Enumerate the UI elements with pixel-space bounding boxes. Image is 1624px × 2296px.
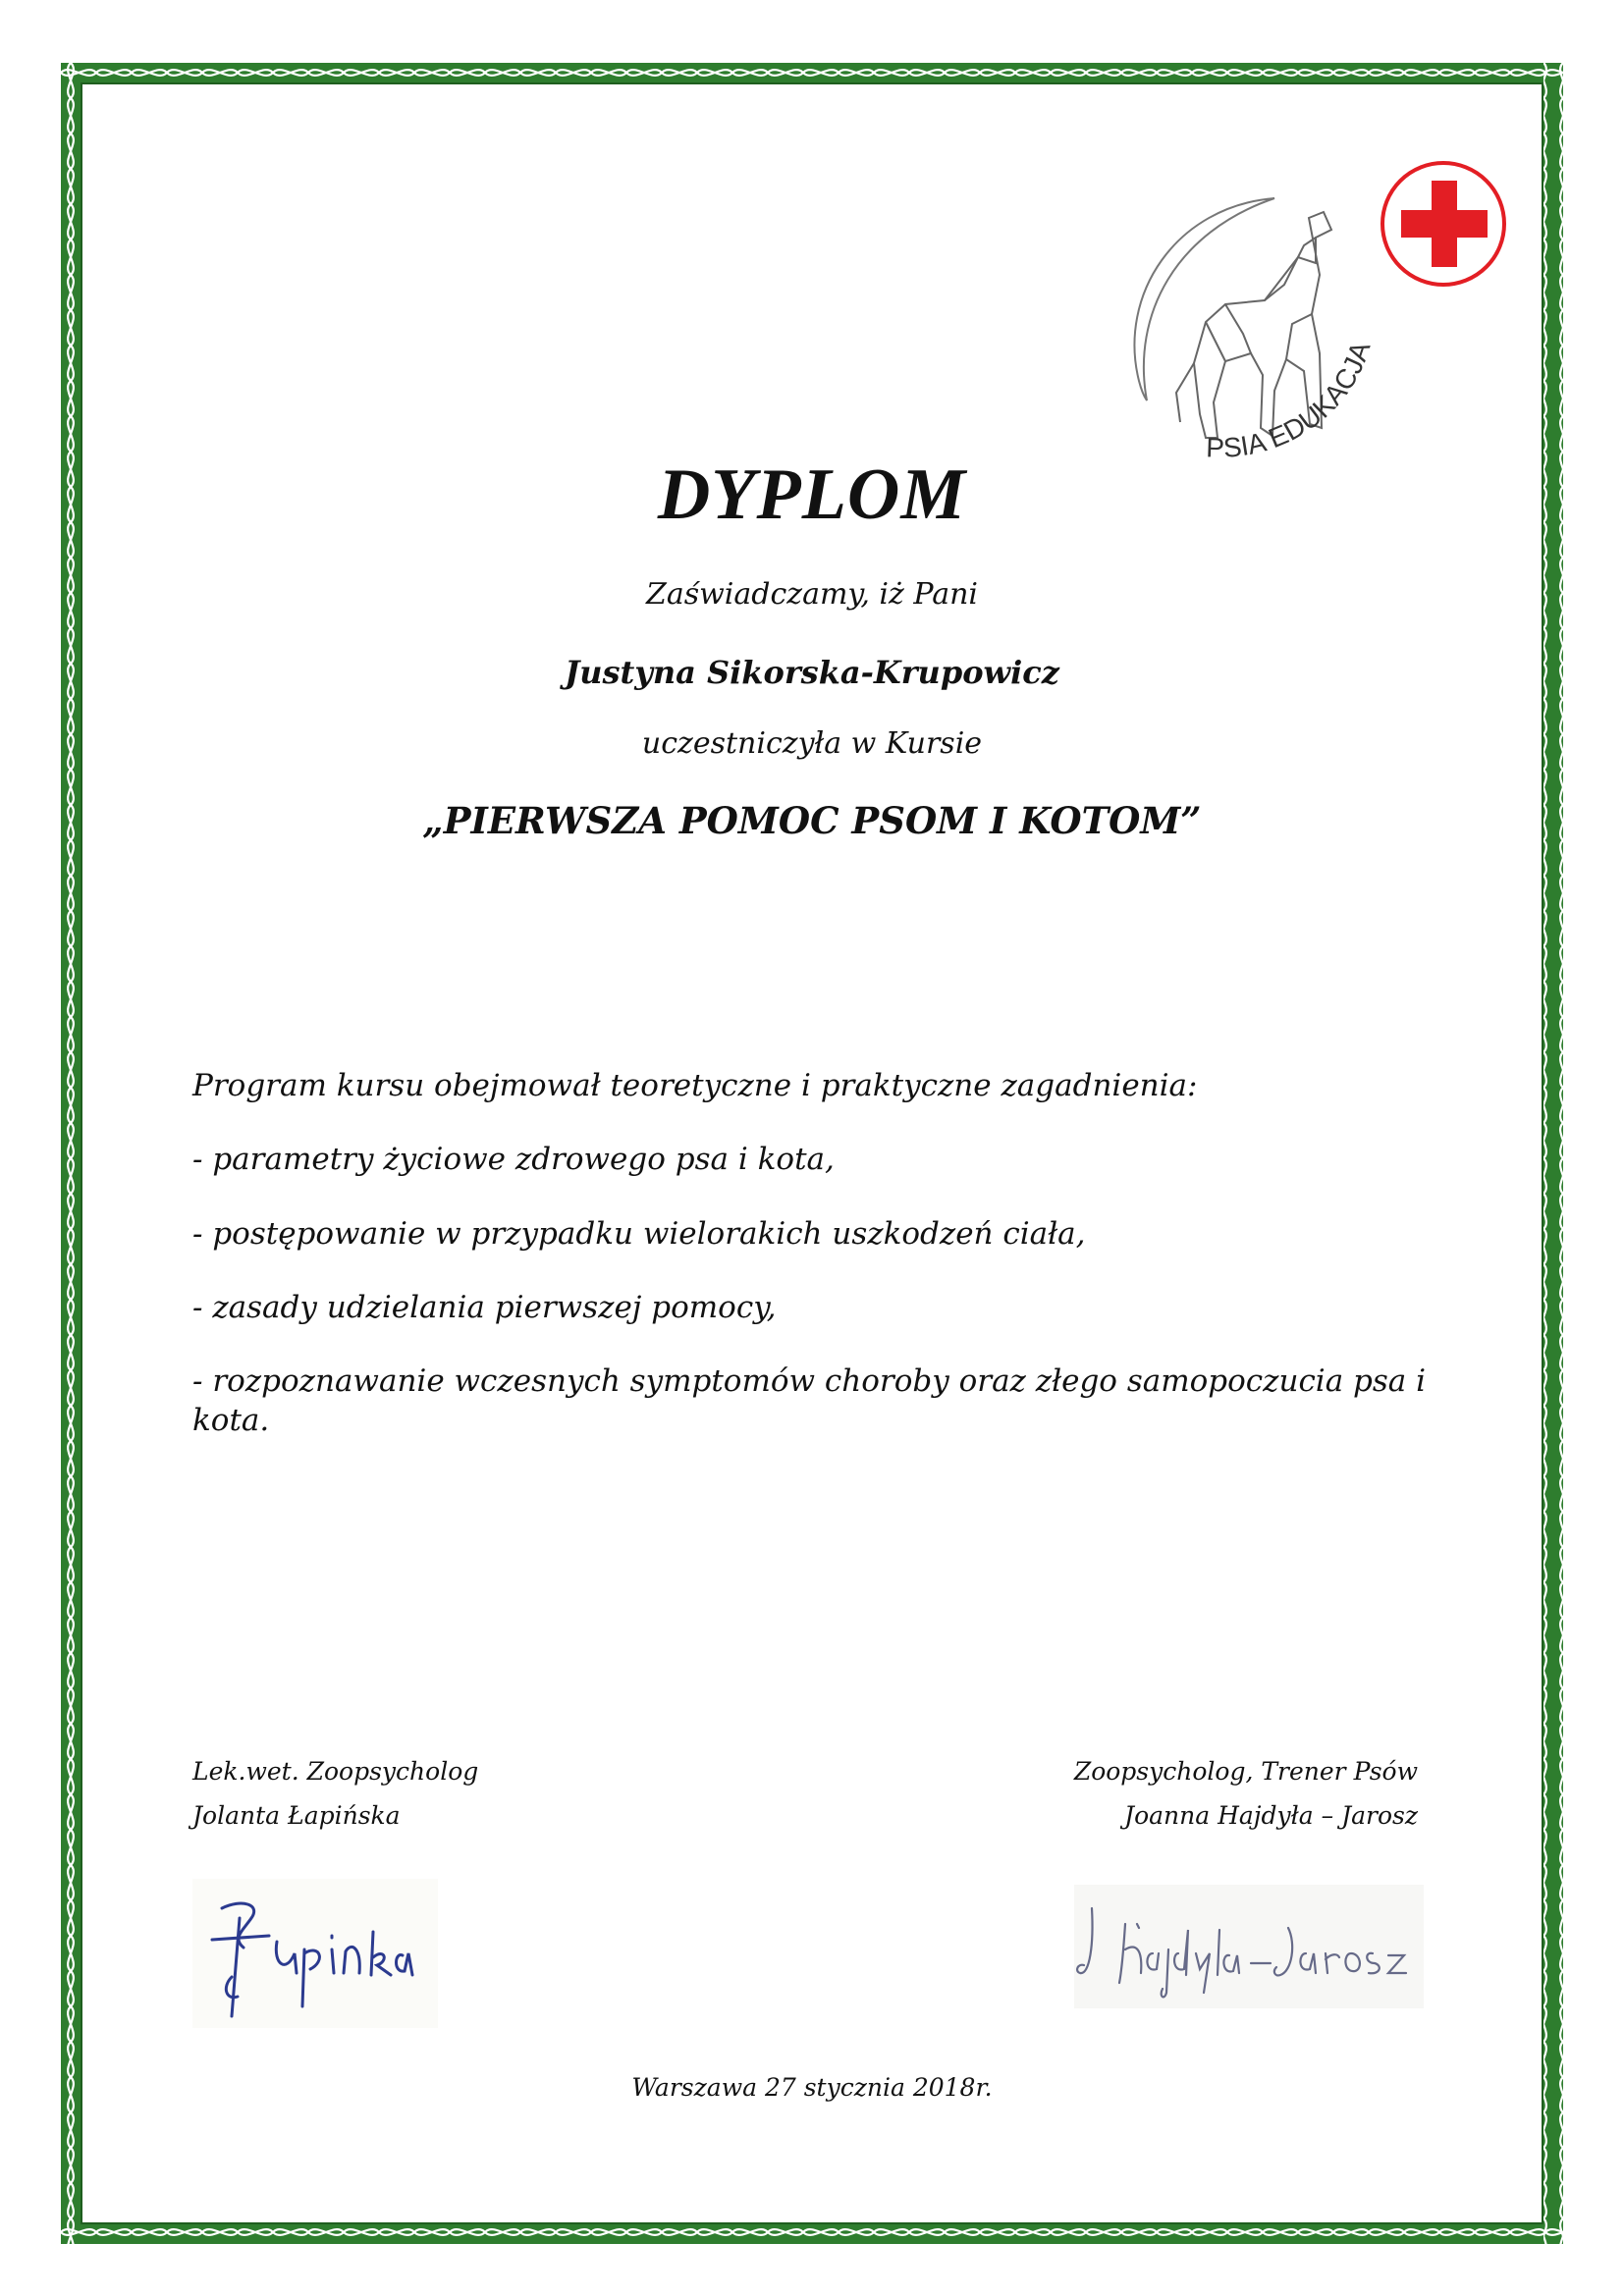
signatory-left-name: Jolanta Łapińska xyxy=(192,1801,401,1830)
signature-left xyxy=(192,1879,438,2028)
program-section xyxy=(192,1066,1459,1475)
signatory-left xyxy=(192,1749,478,1838)
program-item: - rozpoznawanie wczesnych symptomów choroby oraz złego samopoczucia psa i kota. xyxy=(192,1363,1427,1439)
signatory-right xyxy=(1074,1749,1418,1838)
signatory-right-role: Zoopsycholog, Trener Psów xyxy=(1073,1757,1418,1786)
signatory-left-role: Lek.wet. Zoopsycholog xyxy=(192,1757,479,1786)
program-item: - parametry życiowe zdrowego psa i kota, xyxy=(192,1142,835,1178)
recipient-name: Justyna Sikorska-Krupowicz xyxy=(565,654,1059,691)
course-name: „PIERWSZA POMOC PSOM I KOTOM” xyxy=(422,799,1202,842)
crescent-moon-icon xyxy=(1134,198,1274,400)
participation-text: uczestniczyła w Kursie xyxy=(641,726,983,761)
psia-edukacja-logo xyxy=(1058,147,1510,501)
signatory-right-name: Joanna Hajdyła – Jarosz xyxy=(1124,1801,1418,1830)
certification-intro: Zaświadczamy, iż Pani xyxy=(645,577,979,612)
signature-right xyxy=(1074,1885,1424,2008)
program-heading: Program kursu obejmował teoretyczne i praktyczne zagadnienia: xyxy=(192,1068,1198,1103)
program-item: - postępowanie w przypadku wielorakich uszkodzeń ciała, xyxy=(192,1215,1086,1252)
red-cross-icon xyxy=(1382,163,1504,285)
logo-text: PSIA EDUKACJA xyxy=(1205,338,1377,463)
diploma-title: DYPLOM xyxy=(657,454,967,535)
program-item: - zasady udzielania pierwszej pomocy, xyxy=(192,1289,777,1325)
issue-date: Warszawa 27 stycznia 2018r. xyxy=(631,2073,993,2102)
